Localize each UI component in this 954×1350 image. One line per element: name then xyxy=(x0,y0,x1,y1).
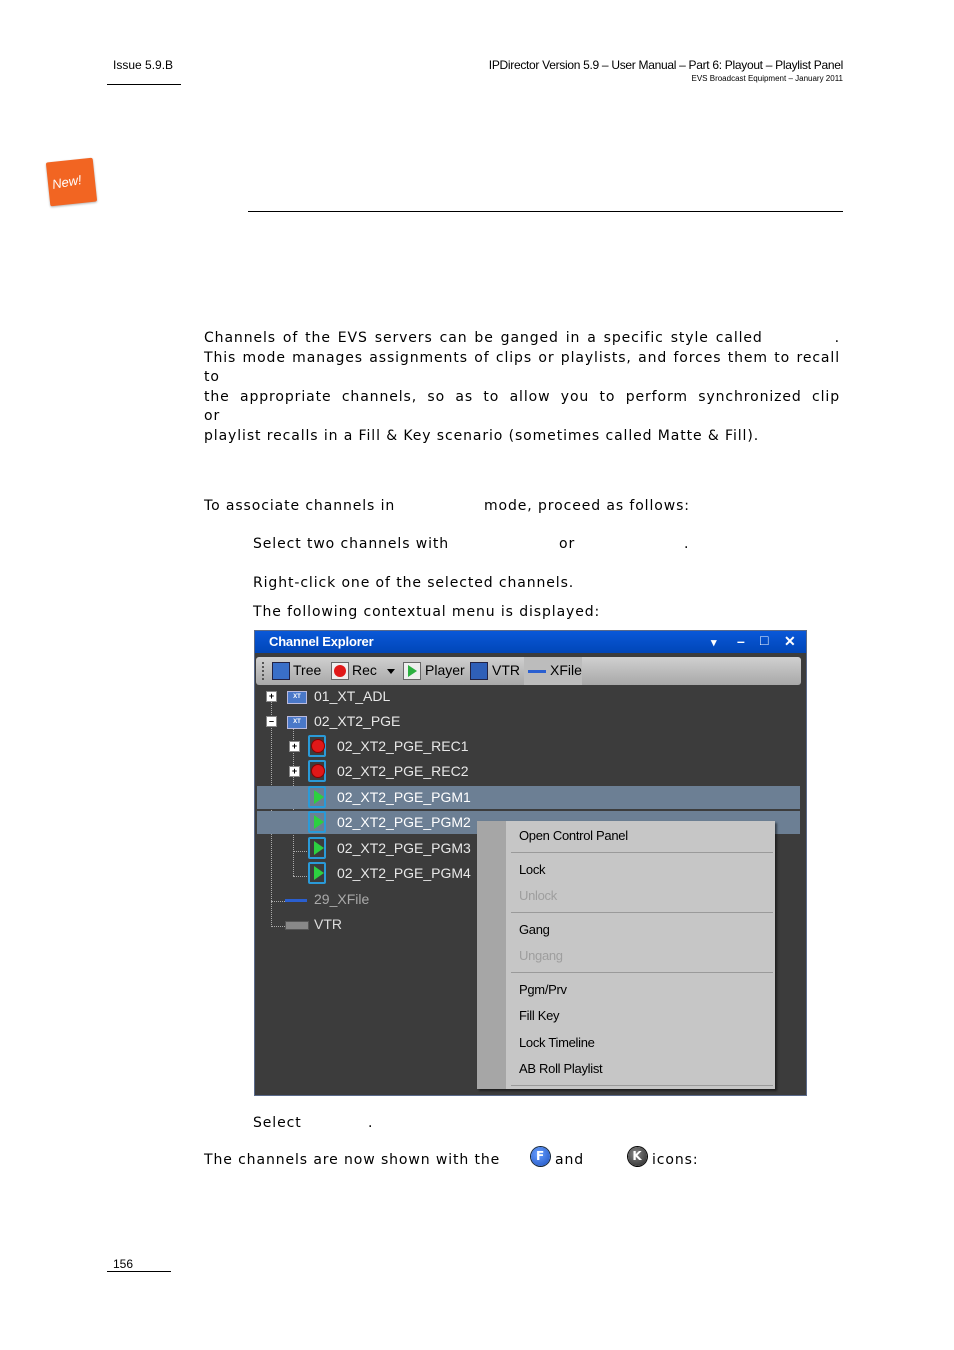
step-3-text-a: Select xyxy=(253,1115,302,1131)
xfile-icon xyxy=(528,670,546,673)
play-channel-icon xyxy=(314,841,324,855)
tree-item-pgm1-label: 02_XT2_PGE_PGM1 xyxy=(337,789,471,805)
menu-separator xyxy=(511,1085,773,1086)
tree-item-rec2-label: 02_XT2_PGE_REC2 xyxy=(337,763,469,779)
document-subtitle: EVS Broadcast Equipment – January 2011 xyxy=(691,74,843,83)
key-icon: K xyxy=(628,1147,647,1166)
associate-text-b: mode, proceed as follows: xyxy=(484,498,690,514)
new-badge-label: New! xyxy=(50,172,83,192)
associate-line xyxy=(204,497,690,517)
play-channel-icon xyxy=(314,866,324,880)
minimize-icon[interactable]: – xyxy=(737,633,745,649)
vtr-icon xyxy=(285,921,309,930)
close-icon[interactable]: ✕ xyxy=(784,633,796,649)
page-number: 156 xyxy=(113,1257,134,1271)
intro-line-1: Channels of the EVS servers can be ganged in a specific style called xyxy=(204,330,763,346)
associate-text-a: To associate channels in xyxy=(204,498,396,514)
footer-rule xyxy=(107,1271,171,1272)
channel-explorer-titlebar xyxy=(255,631,806,653)
final-text-c: icons: xyxy=(652,1152,699,1168)
rec-dropdown-icon[interactable] xyxy=(387,669,395,674)
collapse-icon[interactable]: – xyxy=(266,716,277,727)
toolbar-tree-label: Tree xyxy=(293,662,322,678)
menu-item-lock-timeline[interactable]: Lock Timeline xyxy=(519,1035,595,1050)
context-menu xyxy=(477,821,775,1089)
menu-separator xyxy=(511,852,773,853)
channel-explorer-title: Channel Explorer xyxy=(269,634,374,649)
menu-item-gang[interactable]: Gang xyxy=(519,922,550,937)
xt-server-icon: XT xyxy=(287,716,307,729)
intro-line-4: playlist recalls in a Fill & Key scenario (sometimes called Matte & Fill). xyxy=(204,427,760,444)
menu-item-open-control-panel[interactable]: Open Control Panel xyxy=(519,828,628,843)
context-menu-gutter xyxy=(477,821,506,1089)
menu-item-ungang: Ungang xyxy=(519,948,563,963)
xt-server-icon: XT xyxy=(287,691,307,704)
intro-line-3: the appropriate channels, so as to allow you to perform synchronized clip or xyxy=(204,388,840,424)
final-text-a: The channels are now shown with the xyxy=(204,1152,501,1168)
tree-item-server1-label: 01_XT_ADL xyxy=(314,688,391,704)
step-1-text-a: Select two channels with xyxy=(253,536,450,552)
step-3-text-b: . xyxy=(368,1115,374,1131)
toolbar-grip-icon xyxy=(262,662,267,680)
intro-paragraph xyxy=(204,329,840,446)
issue-label: Issue 5.9.B xyxy=(113,58,174,72)
menu-separator xyxy=(511,972,773,973)
intro-line-2: This mode manages assignments of clips or playlists, and forces them to recall to xyxy=(204,349,840,385)
tree-item-vtr-label: VTR xyxy=(314,916,342,932)
channel-explorer-window xyxy=(255,631,806,1095)
xfile-icon xyxy=(285,899,307,902)
tree-item-pgm2-label: 02_XT2_PGE_PGM2 xyxy=(337,814,471,830)
step-2: Right-click one of the selected channels. xyxy=(253,575,575,591)
play-channel-icon xyxy=(314,790,324,804)
header-rule-left xyxy=(107,84,181,85)
section-rule xyxy=(248,211,843,212)
menu-item-pgm-prv[interactable]: Pgm/Prv xyxy=(519,982,567,997)
record-channel-icon xyxy=(311,764,325,778)
final-text-b: and xyxy=(555,1152,585,1168)
menu-item-ab-roll-playlist[interactable]: AB Roll Playlist xyxy=(519,1061,603,1076)
menu-item-unlock: Unlock xyxy=(519,888,557,903)
expand-icon[interactable]: + xyxy=(289,766,300,777)
toolbar-xfile-button[interactable] xyxy=(524,657,582,685)
document-title: IPDirector Version 5.9 – User Manual – Part 6: Playout – Playlist Panel xyxy=(488,58,843,72)
tree-item-server2-label: 02_XT2_PGE xyxy=(314,713,401,729)
step-1-text-c: . xyxy=(684,536,690,552)
step-1 xyxy=(253,535,713,555)
record-channel-icon xyxy=(311,739,325,753)
toolbar-vtr-label: VTR xyxy=(492,662,520,678)
tree-item-pgm4-label: 02_XT2_PGE_PGM4 xyxy=(337,865,471,881)
menu-item-lock[interactable]: Lock xyxy=(519,862,546,877)
toolbar-rec-label: Rec xyxy=(352,662,377,678)
tree-icon xyxy=(272,662,290,680)
channel-explorer-toolbar xyxy=(256,657,801,685)
final-line xyxy=(204,1151,714,1171)
expand-icon[interactable]: + xyxy=(266,691,277,702)
tree-item-pgm3-label: 02_XT2_PGE_PGM3 xyxy=(337,840,471,856)
play-channel-icon xyxy=(314,815,324,829)
new-badge xyxy=(46,158,97,207)
tree-item-xfile-label: 29_XFile xyxy=(314,891,370,907)
player-icon xyxy=(403,662,421,680)
step-3 xyxy=(253,1114,383,1134)
menu-item-fill-key[interactable]: Fill Key xyxy=(519,1008,560,1023)
tree-item-rec1-label: 02_XT2_PGE_REC1 xyxy=(337,738,469,754)
vtr-icon xyxy=(470,662,488,680)
toolbar-player-label: Player xyxy=(425,662,465,678)
intro-line-1-end: . xyxy=(834,330,840,346)
maximize-icon[interactable]: □ xyxy=(760,632,769,648)
menu-separator xyxy=(511,912,773,913)
toolbar-xfile-label: XFile xyxy=(550,662,582,678)
step-2-result: The following contextual menu is displayed: xyxy=(253,604,601,620)
record-icon xyxy=(331,662,349,680)
expand-icon[interactable]: + xyxy=(289,741,300,752)
step-1-text-b: or xyxy=(559,536,576,552)
fill-icon: F xyxy=(531,1147,550,1166)
dropdown-icon[interactable]: ▾ xyxy=(711,637,717,649)
